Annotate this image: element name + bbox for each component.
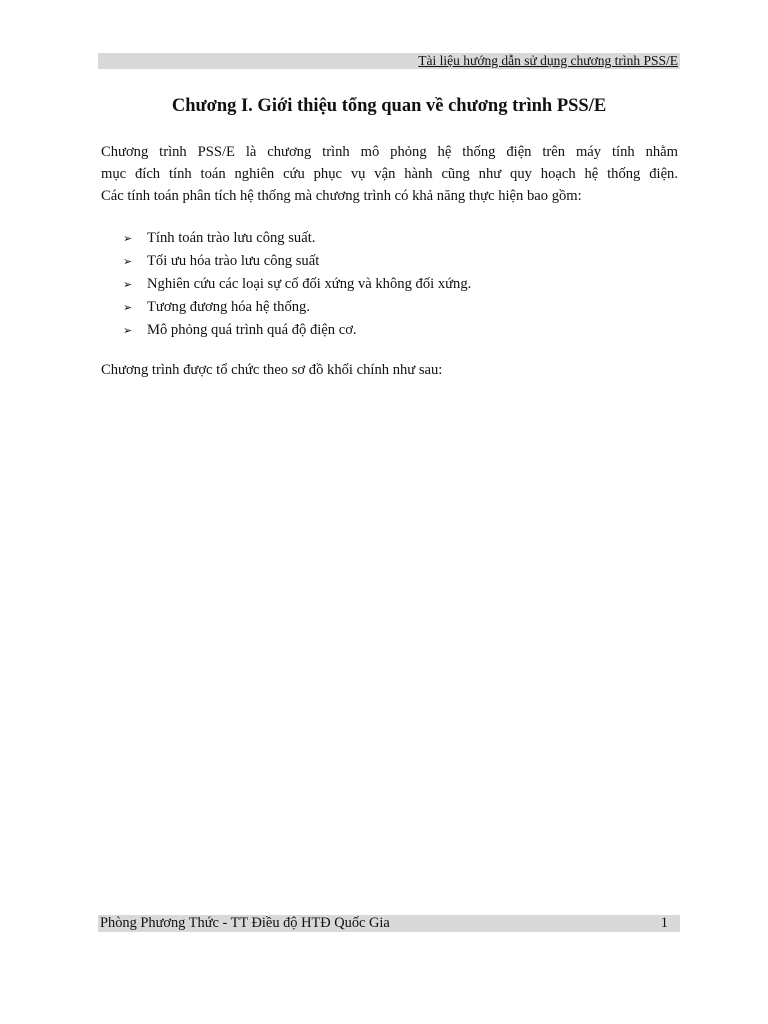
arrow-bullet-icon: ➢ [123,232,133,245]
page-footer [98,915,680,932]
list-item-text: Nghiên cứu các loại sự cố đối xứng và không đối xứng. [147,276,472,292]
chapter-title: Chương I. Giới thiệu tổng quan về chương trình PSS/E [171,96,607,116]
list-item [123,319,471,342]
list-item [123,273,471,296]
footer-organization: Phòng Phương Thức - TT Điều độ HTĐ Quốc Gia [100,915,390,931]
list-item-text: Tối ưu hóa trào lưu công suất [147,253,320,269]
intro-paragraph [101,141,678,207]
intro-line: Các tính toán phân tích hệ thống mà chương trình có khả năng thực hiện bao gồm: [101,188,582,204]
header-text: Tài liệu hướng dẫn sử dụng chương trình PSS/E [418,53,678,68]
arrow-bullet-icon: ➢ [123,324,133,337]
feature-list [123,227,471,342]
list-item [123,250,471,273]
intro-line: mục đích tính toán nghiên cứu phục vụ vận hành cũng như quy hoạch hệ thống điện. [101,166,678,182]
closing-paragraph: Chương trình được tổ chức theo sơ đồ khối chính như sau: [101,362,443,378]
arrow-bullet-icon: ➢ [123,255,133,268]
page-number: 1 [660,915,668,931]
list-item-text: Tính toán trào lưu công suất. [147,230,316,246]
list-item-text: Tương đương hóa hệ thống. [147,299,310,315]
intro-line: Chương trình PSS/E là chương trình mô phỏng hệ thống điện trên máy tính nhằm [101,144,678,160]
list-item [123,296,471,319]
arrow-bullet-icon: ➢ [123,278,133,291]
list-item-text: Mô phỏng quá trình quá độ điện cơ. [147,322,357,338]
page-header [98,53,680,69]
arrow-bullet-icon: ➢ [123,301,133,314]
list-item [123,227,471,250]
